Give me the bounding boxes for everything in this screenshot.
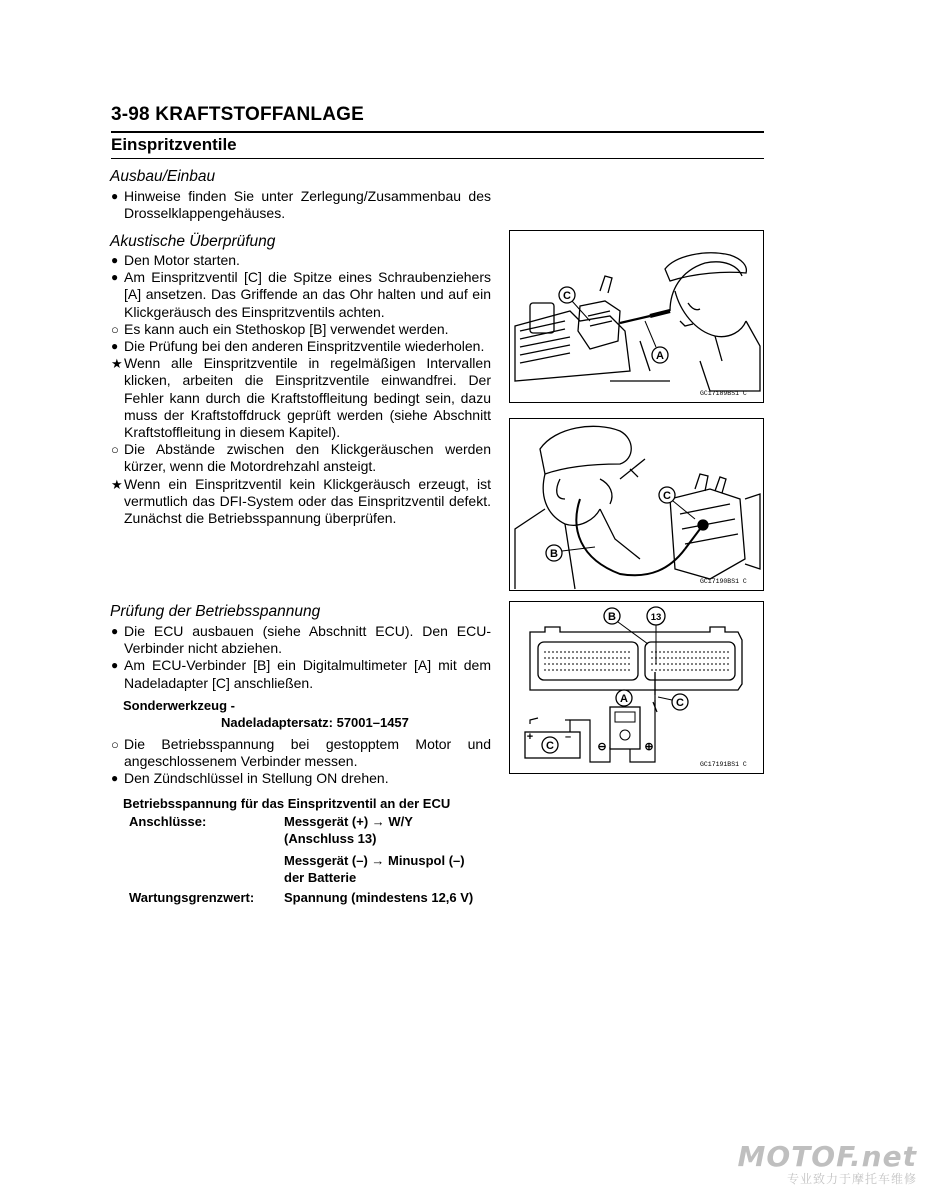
removal-list [111,188,491,222]
callout-a-label: A [656,350,664,362]
list-item-text: Wenn ein Einspritzventil kein Klickgeräusch erzeugt, ist vermutlich das DFI-System oder das Einspritzventil defekt. Zunächst die Betriebsspannung überprüfen. [124,475,491,527]
list-item [111,770,491,787]
list-item [111,441,491,475]
list-item [111,736,491,770]
list-item-text: Hinweise finden Sie unter Zerlegung/Zusammenbau des Drosselklappengehäuses. [124,188,491,222]
list-item-text: Am ECU-Verbinder [B] ein Digitalmultimeter [A] mit dem Nadeladapter [C] anschließen. [124,657,491,691]
list-item-text: Die ECU ausbauen (siehe Abschnitt ECU). Den ECU-Verbinder nicht abziehen. [124,623,491,657]
spec-conn-1-line2: (Anschluss 13) [284,831,377,846]
list-item-text: Die Betriebsspannung bei gestopptem Motor und angeschlossenem Verbinder messen. [124,736,491,770]
list-item-text: Am Einspritzventil [C] die Spitze eines Schraubenziehers [A] ansetzen. Das Griffende an das Ohr halten und auf ein Klickgeräusch des Einspritzventils achten. [124,269,491,320]
list-item-text: Wenn alle Einspritzventile in regelmäßigen Intervallen klicken, arbeiten die Einspritzventile einwandfrei. Der Fehler kann durch die Kraftstoffleitung bedingt sein, dazu muss der Kraftstoffdruck geprüft werden (siehe Abschnitt Kraftstoffleitung in diesem Kapitel). [124,355,491,441]
callout-b-label: B [550,548,558,560]
spec-conn-2-line2: der Batterie [284,870,357,885]
list-item [111,321,491,338]
title-rule [111,131,764,133]
watermark-slogan: 专业致力于摩托车维修 [786,1172,917,1186]
voltage-list-a [111,623,491,692]
circle-marker: ○ [111,321,119,337]
list-item-text: Es kann auch ein Stethoskop [B] verwendet werden. [124,320,449,337]
bullet-marker: ● [111,624,119,638]
star-marker: ★ [111,476,123,492]
list-item-text: Die Prüfung bei den anderen Einspritzventile wiederholen. [124,338,485,355]
special-tool-name: Nadeladaptersatz: 57001–1457 [221,715,409,730]
callout-b-label: B [608,611,616,623]
ecu-plug-left [538,642,638,680]
acoustic-list [111,252,491,527]
spec-conn-2-line1: Messgerät (–) → Minuspol (–) [284,853,465,868]
list-item [111,188,491,222]
callout-battery-c-label: C [546,740,554,752]
callout-13-label: 13 [650,612,662,623]
circle-marker: ○ [111,737,119,752]
callout-c-label: C [663,490,671,502]
wiring-diagram [510,602,763,773]
meter-minus-terminal: ⊖ [597,741,607,753]
list-item [111,623,491,657]
callout-c-label: C [563,290,571,302]
list-item [111,252,491,269]
figure-code: GC17191BS1 C [700,761,747,768]
list-item [111,338,491,355]
star-marker: ★ [111,356,123,372]
bullet-marker: ● [111,253,119,267]
figure-stethoscope-check [509,418,764,591]
list-item [111,355,491,441]
bullet-marker: ● [111,270,119,285]
chapter-title: 3-98 KRAFTSTOFFANLAGE [111,104,364,125]
circle-marker: ○ [111,442,119,458]
subsection-title-voltage: Prüfung der Betriebsspannung [110,603,321,620]
spec-limit-value: Spannung (mindestens 12,6 V) [284,890,474,905]
section-rule [111,158,764,159]
meter-plus-terminal: ⊕ [644,741,654,753]
battery-minus: – [564,731,572,743]
subsection-title-acoustic: Akustische Überprüfung [110,233,276,250]
figure-voltage-wiring [509,601,764,774]
watermark-brand: MOTOF.net [737,1140,917,1173]
callout-c-label: C [676,697,684,709]
list-item [111,269,491,321]
spec-limit-label: Wartungsgrenzwert: [129,890,255,905]
list-item [111,476,491,528]
special-tool-label: Sonderwerkzeug - [123,698,235,713]
spec-title: Betriebsspannung für das Einspritzventil an der ECU [123,796,451,811]
bullet-marker: ● [111,189,119,203]
section-title: Einspritzventile [111,135,237,154]
bullet-marker: ● [111,658,119,673]
callout-a-label: A [620,693,628,705]
list-item [111,657,491,691]
ecu-plug-right [645,642,735,680]
bullet-marker: ● [111,339,119,354]
bullet-marker: ● [111,771,119,786]
screwdriver-illustration [510,231,763,402]
list-item-text: Den Motor starten. [124,252,240,268]
spec-connections-label: Anschlüsse: [129,814,207,829]
stethoscope-illustration [510,419,763,590]
list-item-text: Den Zündschlüssel in Stellung ON drehen. [124,770,389,787]
figure-code: GC17190BS1 C [700,578,747,585]
figure-screwdriver-check [509,230,764,403]
voltage-list-b [111,736,491,788]
figure-code: GC17189BS1 C [700,390,747,397]
list-item-text: Die Abstände zwischen den Klickgeräuschen werden kürzer, wenn die Motordrehzahl ansteigt. [124,441,491,475]
battery-plus: + [526,731,534,743]
spec-conn-1-line1: Messgerät (+) → W/Y [284,814,413,829]
subsection-title-removal: Ausbau/Einbau [110,168,216,185]
